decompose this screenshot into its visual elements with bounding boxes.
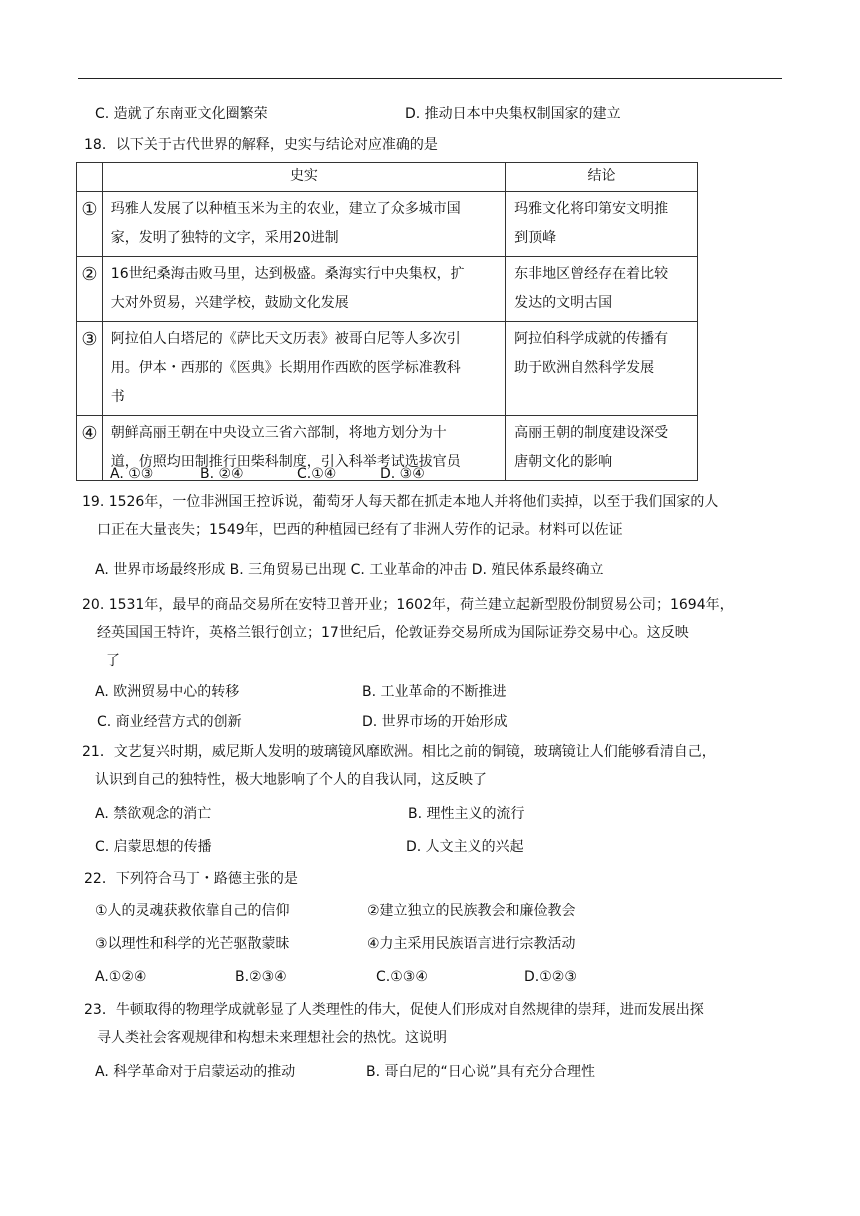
table-header-fact: 史实	[102, 163, 505, 192]
fact-line: 16世纪桑海击败马里，达到极盛。桑海实行中央集权，扩	[110, 266, 465, 282]
fact-line: 玛雅人发展了以种植玉米为主的农业，建立了众多城市国	[110, 201, 461, 217]
fact-line: 朝鲜高丽王朝在中央设立三省六部制，将地方划分为十	[110, 425, 447, 441]
q18-option-a: A. ①③	[110, 466, 154, 482]
q21-option-d: D. 人文主义的兴起	[406, 839, 524, 855]
q17-option-d: D. 推动日本中央集权制国家的建立	[405, 106, 621, 122]
table-header-conclusion: 结论	[506, 163, 698, 192]
row-conclusion	[506, 322, 698, 416]
q23-stem-line-1: 23．牛顿取得的物理学成就彰显了人类理性的伟大，促使人们形成对自然规律的崇拜，进而发展出探	[84, 1002, 704, 1018]
q18-option-d: D. ③④	[380, 466, 425, 482]
table-row	[77, 192, 698, 257]
q19-options: A. 世界市场最终形成 B. 三角贸易已出现 C. 工业革命的冲击 D. 殖民体系最终确立	[95, 562, 604, 578]
q20-option-a: A. 欧洲贸易中心的转移	[95, 684, 240, 700]
q19-stem-line-1: 19. 1526年，一位非洲国王控诉说，葡萄牙人每天都在抓走本地人并将他们卖掉，以至于我们国家的人	[82, 494, 719, 510]
q22-item-1: ①人的灵魂获救依靠自己的信仰	[95, 903, 290, 919]
q23-option-a: A. 科学革命对于启蒙运动的推动	[95, 1064, 296, 1080]
q21-stem-line-2: 认识到自己的独特性，极大地影响了个人的自我认同，这反映了	[95, 772, 487, 788]
q23-stem-line-2: 寻人类社会客观规律和构想未来理想社会的热忱。这说明	[97, 1030, 447, 1046]
conclusion-line: 助于欧洲自然科学发展	[514, 360, 655, 376]
fact-line: 书	[110, 389, 125, 405]
table-header-row	[77, 163, 698, 192]
conclusion-line: 发达的文明古国	[514, 295, 613, 311]
row-conclusion	[506, 257, 698, 322]
q18-option-c: C.①④	[297, 466, 337, 482]
row-number: ①	[77, 192, 103, 257]
conclusion-line: 玛雅文化将印第安文明推	[514, 201, 669, 217]
row-fact	[102, 322, 505, 416]
q22-stem: 22．下列符合马丁・路德主张的是	[84, 871, 298, 887]
q20-stem-line-2: 经英国国王特许，英格兰银行创立；17世纪后，伦敦证券交易所成为国际证券交易中心。这反映	[97, 625, 689, 641]
q19-stem-line-2: 口正在大量丧失；1549年，巴西的种植园已经有了非洲人劳作的记录。材料可以佐证	[97, 522, 623, 538]
q20-stem-line-3: 了	[106, 653, 120, 669]
fact-line: 家，发明了独特的文字，采用20进制	[110, 230, 339, 246]
conclusion-line: 阿拉伯科学成就的传播有	[514, 331, 669, 347]
fact-line: 道，仿照均田制推行田柴科制度，引入科举考试选拔官员	[110, 454, 461, 470]
q22-option-c: C.①③④	[376, 969, 428, 985]
q21-option-c: C. 启蒙思想的传播	[95, 839, 212, 855]
q22-option-b: B.②③④	[235, 969, 287, 985]
row-fact	[102, 192, 505, 257]
row-fact	[102, 257, 505, 322]
q20-option-b: B. 工业革命的不断推进	[362, 684, 507, 700]
conclusion-line: 高丽王朝的制度建设深受	[514, 425, 669, 441]
q18-stem: 18．以下关于古代世界的解释，史实与结论对应准确的是	[84, 137, 438, 153]
row-number: ③	[77, 322, 103, 416]
row-conclusion	[506, 416, 698, 481]
table-row	[77, 257, 698, 322]
fact-line: 大对外贸易，兴建学校，鼓励文化发展	[110, 295, 349, 311]
q22-item-2: ②建立独立的民族教会和廉俭教会	[367, 903, 576, 919]
row-number: ④	[77, 416, 103, 481]
q18-option-b: B. ②④	[200, 466, 244, 482]
q23-option-b: B. 哥白尼的“日心说”具有充分合理性	[366, 1064, 596, 1080]
table-header-blank	[77, 163, 103, 192]
q17-option-c: C. 造就了东南亚文化圈繁荣	[95, 106, 268, 122]
conclusion-line: 到顶峰	[514, 230, 557, 246]
q18-table	[76, 162, 698, 481]
fact-line: 用。伊本・西那的《医典》长期用作西欧的医学标准教科	[110, 360, 461, 376]
q21-stem-line-1: 21．文艺复兴时期，威尼斯人发明的玻璃镜风靡欧洲。相比之前的铜镜，玻璃镜让人们能够看清自己，	[82, 744, 716, 760]
conclusion-line: 唐朝文化的影响	[514, 454, 613, 470]
q22-option-d: D.①②③	[524, 969, 577, 985]
q21-option-b: B. 理性主义的流行	[408, 806, 525, 822]
fact-line: 阿拉伯人白塔尼的《萨比天文历表》被哥白尼等人多次引	[110, 331, 461, 347]
row-number: ②	[77, 257, 103, 322]
q22-item-4: ④力主采用民族语言进行宗教活动	[367, 936, 576, 952]
q20-stem-line-1: 20. 1531年，最早的商品交易所在安特卫普开业；1602年，荷兰建立起新型股份制贸易公司；1694年，	[82, 597, 734, 613]
table-row	[77, 322, 698, 416]
header-rule	[78, 78, 782, 79]
q22-item-3: ③以理性和科学的光芒驱散蒙昧	[95, 936, 290, 952]
q20-option-d: D. 世界市场的开始形成	[362, 714, 508, 730]
q21-option-a: A. 禁欲观念的消亡	[95, 806, 212, 822]
conclusion-line: 东非地区曾经存在着比较	[514, 266, 669, 282]
q22-option-a: A.①②④	[95, 969, 147, 985]
q20-option-c: C. 商业经营方式的创新	[97, 714, 242, 730]
row-conclusion	[506, 192, 698, 257]
